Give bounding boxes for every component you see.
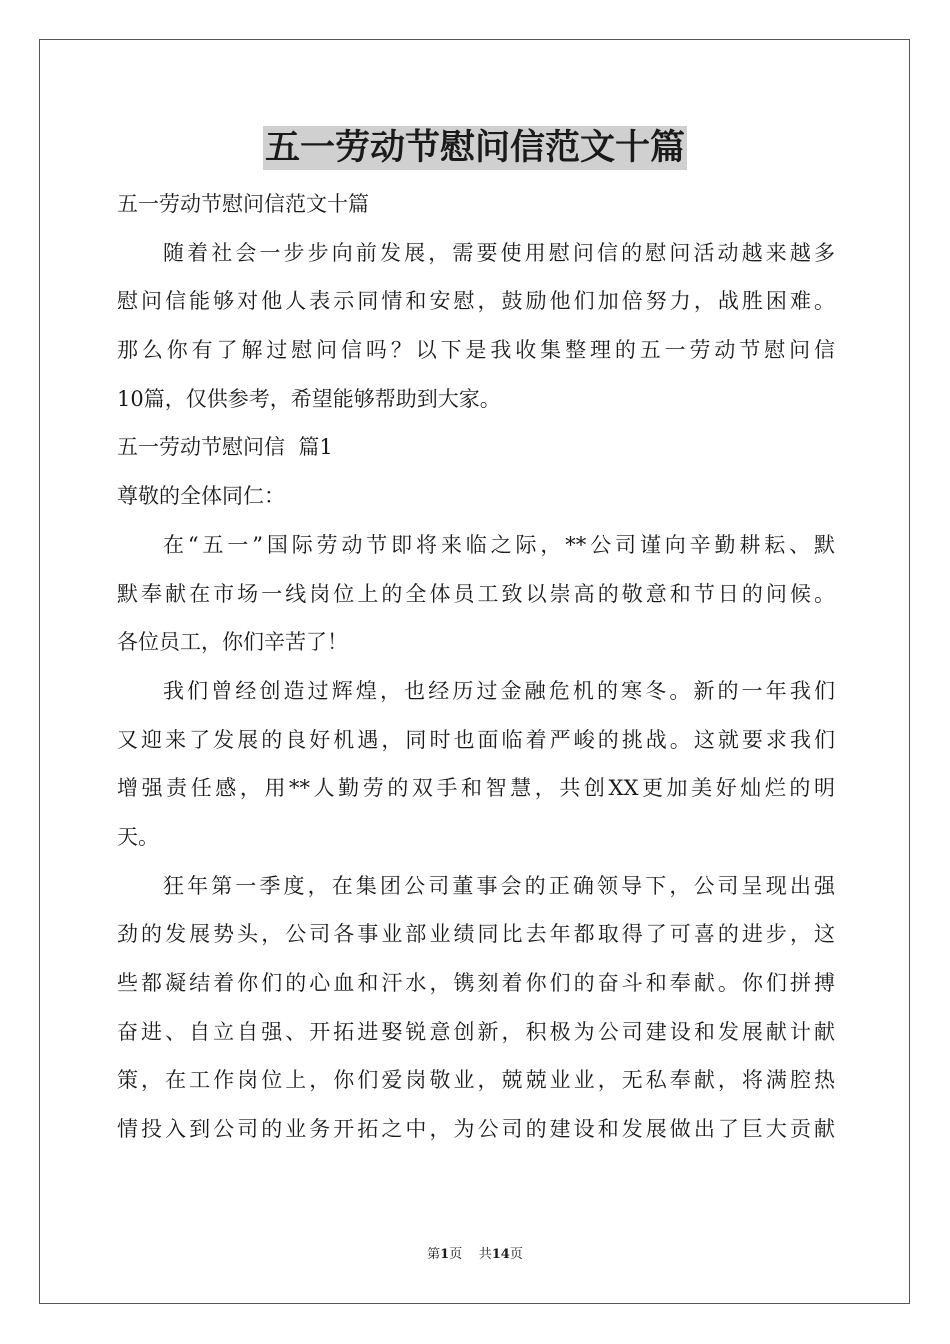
footer-prefix: 第 — [427, 1247, 441, 1262]
footer-suffix: 页 — [509, 1247, 523, 1262]
text-line: 各位员工，你们辛苦了！ — [117, 630, 348, 655]
footer-total-pages: 14 — [491, 1247, 510, 1262]
document-body — [117, 180, 835, 1154]
page-footer — [0, 1246, 950, 1264]
text-line: 那么你有了解过慰问信吗？以下是我收集整理的五一劳动节慰问信 — [117, 338, 835, 363]
text-line: 情投入到公司的业务开拓之中，为公司的建设和发展做出了巨大贡献 — [117, 1117, 835, 1142]
text-line: 天。 — [117, 824, 159, 849]
text-line: 我们曾经创造过辉煌，也经历过金融危机的寒冬。新的一年我们 — [163, 678, 835, 703]
title-wrap — [0, 126, 950, 170]
text-line: 些都凝结着你们的心血和汗水，镌刻着你们的奋斗和奉献。你们拼搏 — [117, 971, 835, 995]
footer-page-number: 1 — [440, 1247, 450, 1262]
text-line: 五一劳动节慰问信 篇1 — [117, 435, 333, 460]
text-line: 尊敬的全体同仁： — [117, 484, 285, 509]
text-line: 狂年第一季度，在集团公司董事会的正确领导下，公司呈现出强 — [163, 873, 835, 898]
text-line: 策，在工作岗位上，你们爱岗敬业，兢兢业业，无私奉献，将满腔热 — [117, 1068, 835, 1093]
document-title: 五一劳动节慰问信范文十篇 — [264, 127, 685, 168]
text-line: 奋进、自立自强、开拓进娶锐意创新，积极为公司建设和发展献计献 — [117, 1019, 835, 1044]
footer-middle: 页 共 — [449, 1247, 492, 1262]
text-line: 劲的发展势头，公司各事业部业绩同比去年都取得了可喜的进步，这 — [117, 922, 835, 947]
text-line: 随着社会一步步向前发展，需要使用慰问信的慰问活动越来越多 — [163, 240, 835, 265]
text-line: 慰问信能够对他人表示同情和安慰，鼓励他们加倍努力，战胜困难。 — [117, 289, 835, 314]
text-line: 在“五一”国际劳动节即将来临之际，**公司谨向辛勤耕耘、默 — [163, 532, 835, 557]
text-line: 增强责任感，用**人勤劳的双手和智慧，共创XX更加美好灿烂的明 — [117, 776, 835, 801]
text-line: 默奉献在市场一线岗位上的全体员工致以崇高的敬意和节日的问候。 — [117, 581, 835, 606]
text-line: 五一劳动节慰问信范文十篇 — [117, 192, 369, 216]
text-line: 又迎来了发展的良好机遇，同时也面临着严峻的挑战。这就要求我们 — [117, 727, 835, 752]
text-line: 10篇，仅供参考，希望能够帮助到大家。 — [117, 386, 501, 411]
